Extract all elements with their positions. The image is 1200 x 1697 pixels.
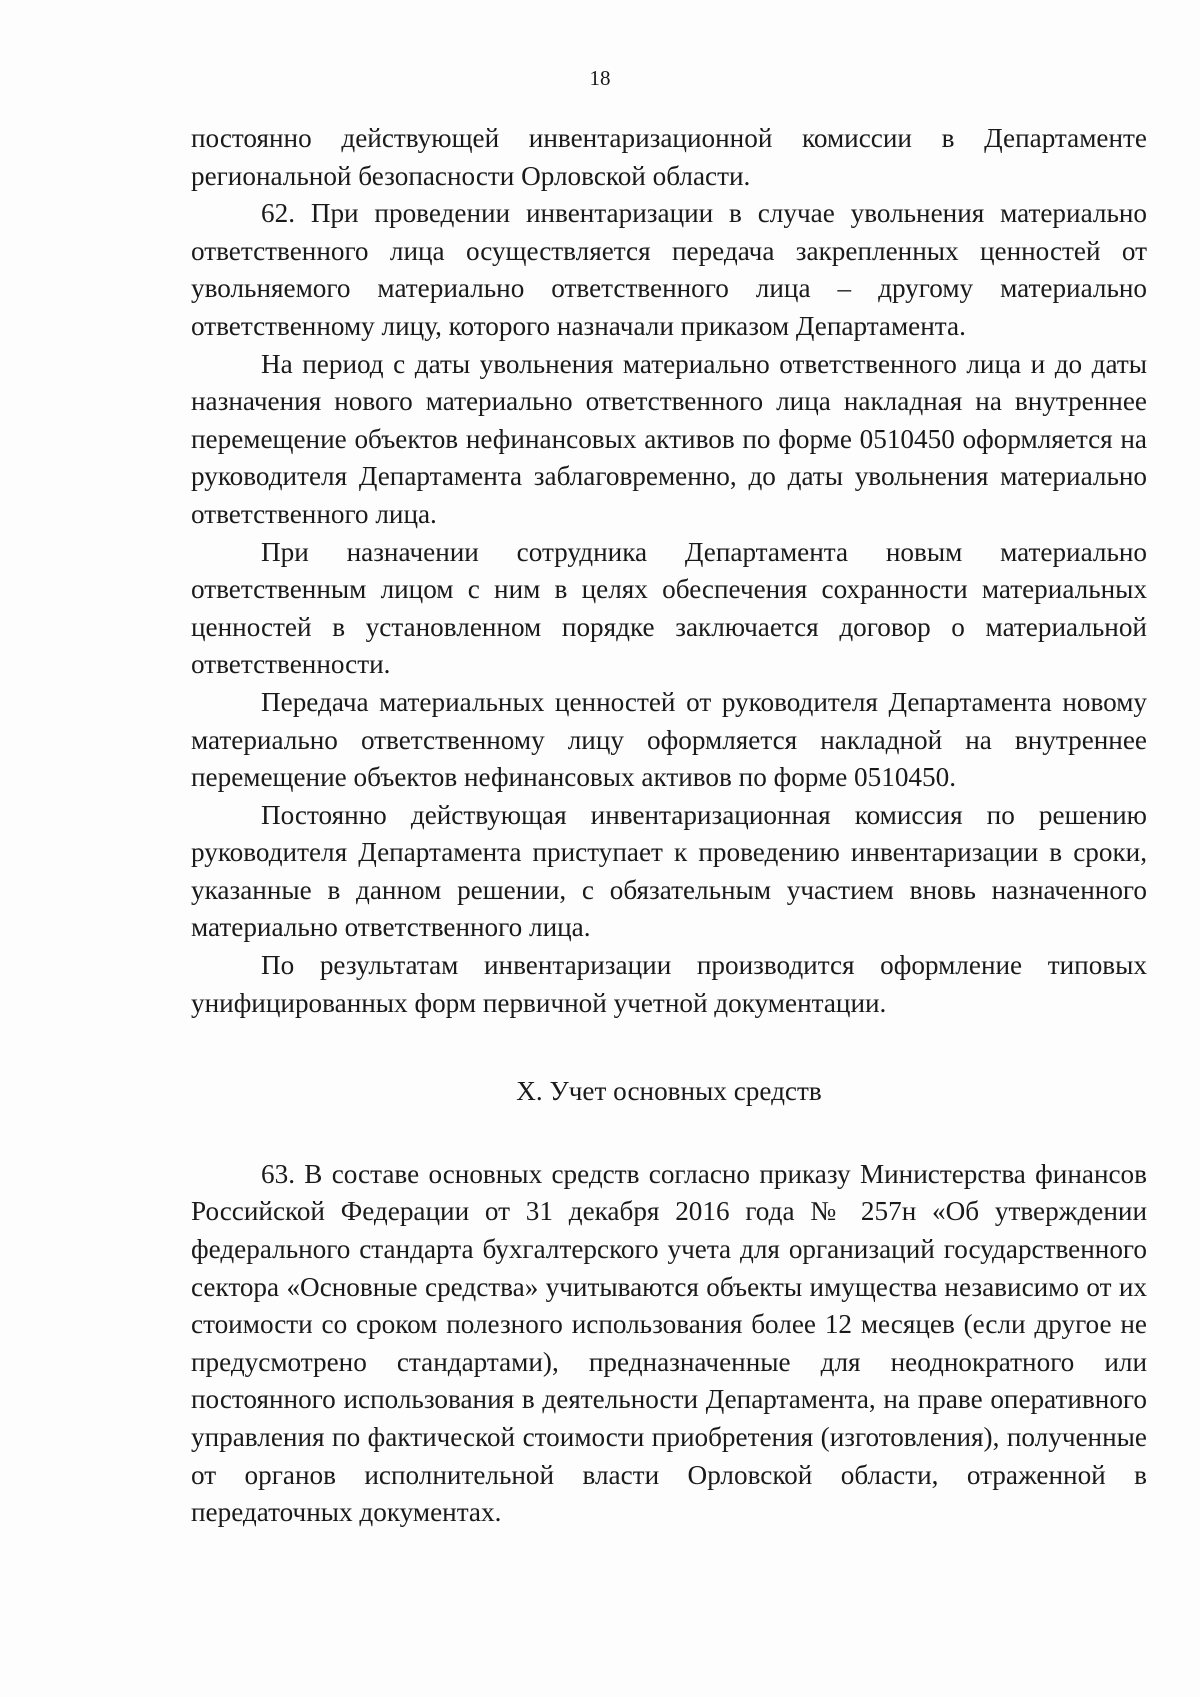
paragraph-commission: Постоянно действующая инвентаризационная комиссия по решению руководителя Департамента приступает к проведению инвентаризации в сроки, указанные в данном решении, с обязательным участием вновь назначенного материально ответственного лица. [191, 799, 1147, 943]
page-number: 18 [589, 66, 611, 90]
paragraph-interim-period: На период с даты увольнения материально ответственного лица и до даты назначения нового материально ответственного лица накладная на внутреннее перемещение объектов нефинансовых активов по форме 0510450 оформляется на руководителя Департамента заблаговременно, до даты увольнения материально ответственного лица. [191, 348, 1147, 529]
paragraph-appointment: При назначении сотрудника Департамента новым материально ответственным лицом с ним в целях обеспечения сохранности материальных ценностей в установленном порядке заключается договор о материальной ответственности. [191, 536, 1147, 680]
document-body [191, 120, 1147, 1532]
paragraph-63: 63. В составе основных средств согласно приказу Министерства финансов Российской Федерации от 31 декабря 2016 года № 257н «Об утверждении федерального стандарта бухгалтерского учета для организаций государственного сектора «Основные средства» учитываются объекты имущества независимо от их стоимости со сроком полезного использования более 12 месяцев (если другое не предусмотрено стандартами), предназначенные для неоднократного или постоянного использования в деятельности Департамента, на праве оперативного управления по фактической стоимости приобретения (изготовления), полученные от органов исполнительной власти Орловской области, отраженной в передаточных документах. [191, 1158, 1147, 1528]
section-heading: X. Учет основных средств [516, 1076, 822, 1107]
paragraph-62: 62. При проведении инвентаризации в случае увольнения материально ответственного лица осуществляется передача закрепленных ценностей от увольняемого материально ответственного лица – другому материально ответственному лицу, которого назначали приказом Департамента. [191, 198, 1147, 341]
paragraph-results: По результатам инвентаризации производится оформление типовых унифицированных форм первичной учетной документации. [191, 950, 1147, 1018]
paragraph-transfer: Передача материальных ценностей от руководителя Департамента новому материально ответственному лицу оформляется накладной на внутреннее перемещение объектов нефинансовых активов по форме 0510450. [191, 686, 1147, 793]
paragraph-continuation: постоянно действующей инвентаризационной комиссии в Департаменте региональной безопасности Орловской области. [191, 123, 1147, 191]
